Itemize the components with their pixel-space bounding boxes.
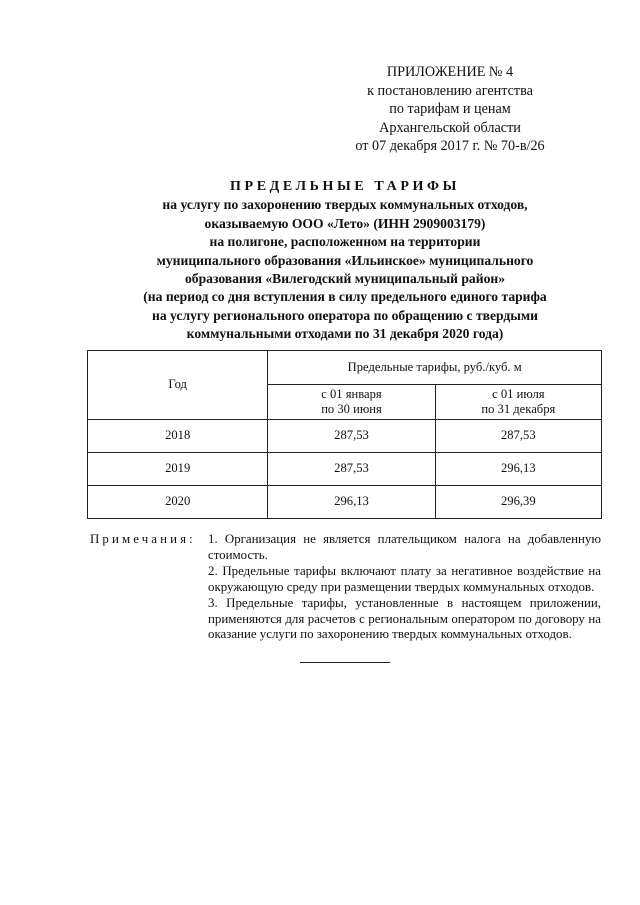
year-cell: 2018 [88,420,268,453]
tariff-cell: 287,53 [268,420,435,453]
period-header-line: по 31 декабря [481,402,556,416]
tariff-cell: 287,53 [268,453,435,486]
period-header-cell [435,385,601,420]
tariff-cell: 296,13 [268,486,435,519]
year-header-cell: Год [88,351,268,420]
period-header-line: по 30 июня [321,402,382,416]
annex-number: ПРИЛОЖЕНИЕ № 4 [386,64,514,80]
tariff-header-cell: Предельные тарифы, руб./куб. м [268,351,602,385]
note-item: 3. Предельные тарифы, установленные в настоящем приложении, применяются для расчетов с региональным оператором по договору на оказание услуги по захоронению твердых коммунальных отходов. [208,595,601,642]
year-cell: 2020 [88,486,268,519]
period-header-cell [268,385,435,420]
title-line: на услугу по захоронению твердых коммунальных отходов, [162,197,528,213]
title-line: (на период со дня вступления в силу предельного единого тарифа [143,289,547,305]
tariff-cell: 296,13 [435,453,601,486]
annex-header [330,63,570,156]
period-header-line: с 01 июля [492,386,545,401]
title-heading: ПРЕДЕЛЬНЫЕ ТАРИФЫ [230,179,460,194]
title-line: муниципального образования «Ильинское» муниципального [156,252,534,268]
notes-list [208,532,601,643]
title-line: на услугу регионального оператора по обращению с твердыми [152,307,538,323]
annex-ref-line: по тарифам и ценам [389,101,511,118]
title-line: коммунальными отходами по 31 декабря 2020 года) [186,326,504,342]
tariff-cell: 296,39 [435,486,601,519]
table-row [88,420,602,453]
annex-ref-line: Архангельской области [379,119,521,136]
title-line: оказываемую ООО «Лето» (ИНН 2909003179) [204,215,486,231]
table-row [88,453,602,486]
document-title [100,178,590,344]
end-divider [300,662,390,663]
title-line: образования «Вилегодский муниципальный район» [185,271,505,287]
tariff-table [87,350,602,519]
period-header-line: с 01 января [321,386,382,401]
annex-date-number: от 07 декабря 2017 г. № 70-в/26 [355,138,545,155]
note-item: 2. Предельные тарифы включают плату за негативное воздействие на окружающую среду при размещении твердых коммунальных отходов. [208,563,601,594]
tariff-cell: 287,53 [435,420,601,453]
notes-label: Примечания: [90,532,196,546]
note-item: 1. Организация не является плательщиком налога на добавленную стоимость. [208,532,601,562]
table-row [88,486,602,519]
annex-ref-line: к постановлению агентства [367,82,533,99]
year-cell: 2019 [88,453,268,486]
table-header-row [88,351,602,385]
title-line: на полигоне, расположенном на территории [209,234,481,250]
